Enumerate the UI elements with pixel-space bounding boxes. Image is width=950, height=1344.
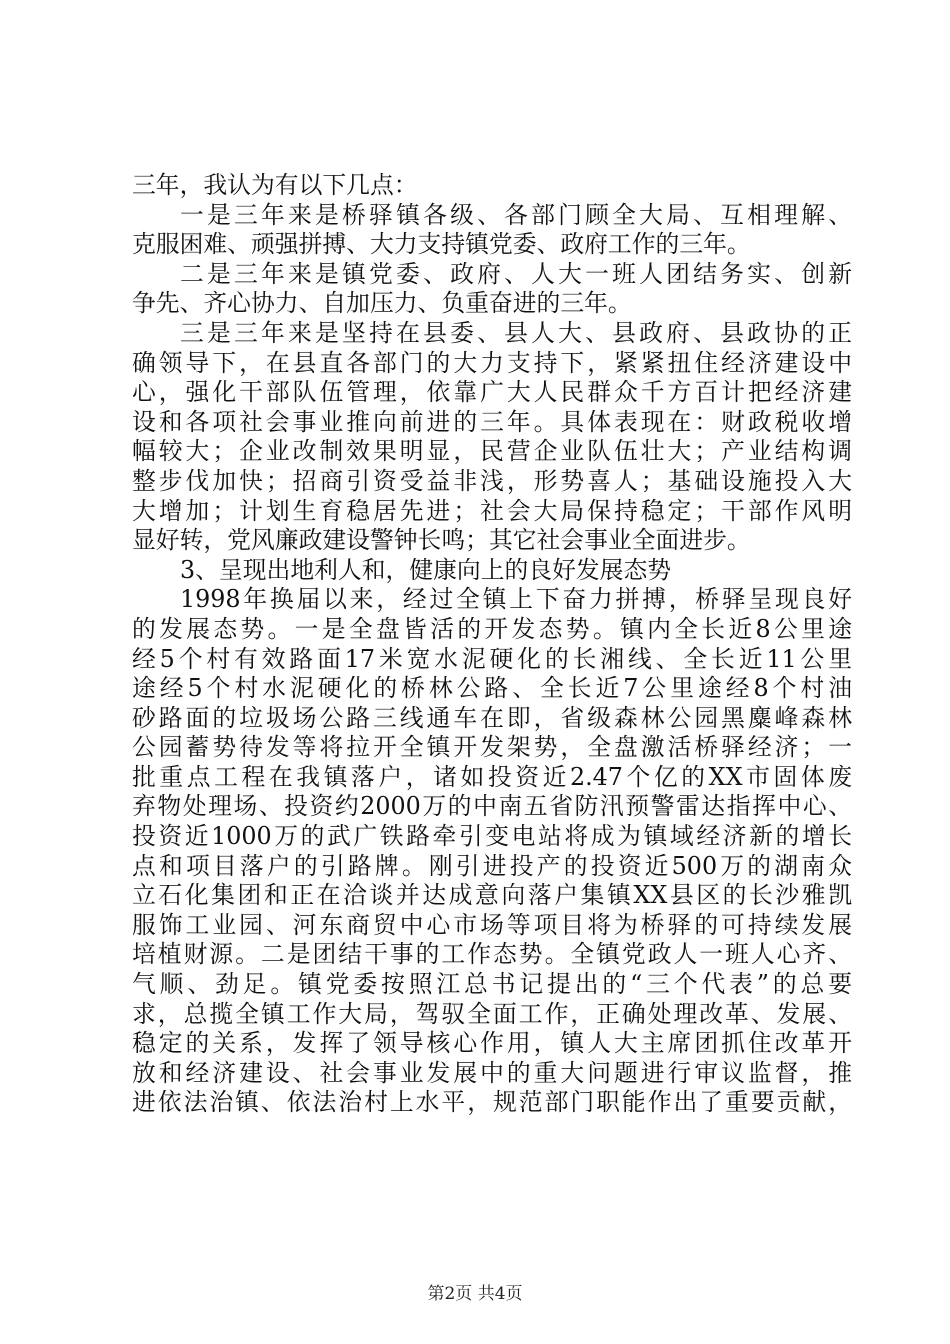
- text-line: 3、呈现出地利人和，健康向上的良好发展态势: [180, 555, 672, 584]
- text-line: 心，强化干部队伍管理，依靠广大人民群众千方百计把经济建: [132, 378, 852, 407]
- text-line: 一是三年来是桥驿镇各级、各部门顾全大局、互相理解、: [180, 200, 852, 229]
- text-line: 的发展态势。一是全盘皆活的开发态势。镇内全长近8公里途: [132, 614, 852, 643]
- text-line: 显好转，党风廉政建设警钟长鸣；其它社会事业全面进步。: [132, 526, 751, 555]
- text-line: 批重点工程在我镇落户，诸如投资近2.47个亿的XX市固体废: [132, 762, 852, 791]
- text-line: 砂路面的垃圾场公路三线通车在即，省级森林公园黑麋峰森林: [132, 703, 852, 732]
- text-line: 三年，我认为有以下几点：: [132, 171, 418, 199]
- text-line: 立石化集团和正在洽谈并达成意向落户集镇XX县区的长沙雅凯: [132, 881, 852, 910]
- text-line: 气顺、劲足。镇党委按照江总书记提出的“三个代表”的总要: [132, 970, 852, 999]
- text-line: 二是三年来是镇党委、政府、人大一班人团结务实、创新: [180, 259, 852, 288]
- text-line: 三是三年来是坚持在县委、县人大、县政府、县政协的正: [180, 318, 852, 347]
- text-line: 培植财源。二是团结干事的工作态势。全镇党政人一班人心齐、: [132, 940, 852, 969]
- text-line: 服饰工业园、河东商贸中心市场等项目将为桥驿的可持续发展: [132, 910, 852, 939]
- document-body: [132, 171, 852, 1118]
- page-footer: 第2页 共4页: [427, 1284, 523, 1304]
- text-line: 1998年换届以来，经过全镇上下奋力拼搏，桥驿呈现良好: [180, 585, 852, 614]
- text-line: 进依法治镇、依法治村上水平，规范部门职能作出了重要贡献，: [132, 1088, 852, 1117]
- text-line: 整步伐加快；招商引资受益非浅，形势喜人；基础设施投入大: [132, 466, 852, 495]
- text-line: 求，总揽全镇工作大局，驾驭全面工作，正确处理改革、发展、: [132, 999, 852, 1028]
- text-line: 克服困难、顽强拼搏、大力支持镇党委、政府工作的三年。: [132, 230, 751, 259]
- text-line: 大增加；计划生育稳居先进；社会大局保持稳定；干部作风明: [132, 496, 852, 525]
- text-line: 幅较大；企业改制效果明显，民营企业队伍壮大；产业结构调: [132, 437, 852, 466]
- text-line: 途经5个村水泥硬化的桥林公路、全长近7公里途经8个村油: [132, 674, 852, 703]
- text-line: 放和经济建设、社会事业发展中的重大问题进行审议监督，推: [132, 1058, 852, 1087]
- text-line: 点和项目落户的引路牌。刚引进投产的投资近500万的湖南众: [132, 851, 852, 880]
- text-line: 稳定的关系，发挥了领导核心作用，镇人大主席团抓住改革开: [132, 1029, 852, 1058]
- text-line: 公园蓄势待发等将拉开全镇开发架势，全盘激活桥驿经济；一: [132, 733, 852, 762]
- text-line: 弃物处理场、投资约2000万的中南五省防汛预警雷达指挥中心、: [132, 792, 852, 821]
- text-line: 设和各项社会事业推向前进的三年。具体表现在：财政税收增: [132, 407, 852, 436]
- text-line: 投资近1000万的武广铁路牵引变电站将成为镇域经济新的增长: [132, 822, 852, 851]
- text-line: 争先、齐心协力、自加压力、负重奋进的三年。: [132, 289, 632, 318]
- text-line: 经5个村有效路面17米宽水泥硬化的长湘线、全长近11公里: [132, 644, 852, 673]
- text-line: 确领导下，在县直各部门的大力支持下，紧紧扭住经济建设中: [132, 348, 852, 377]
